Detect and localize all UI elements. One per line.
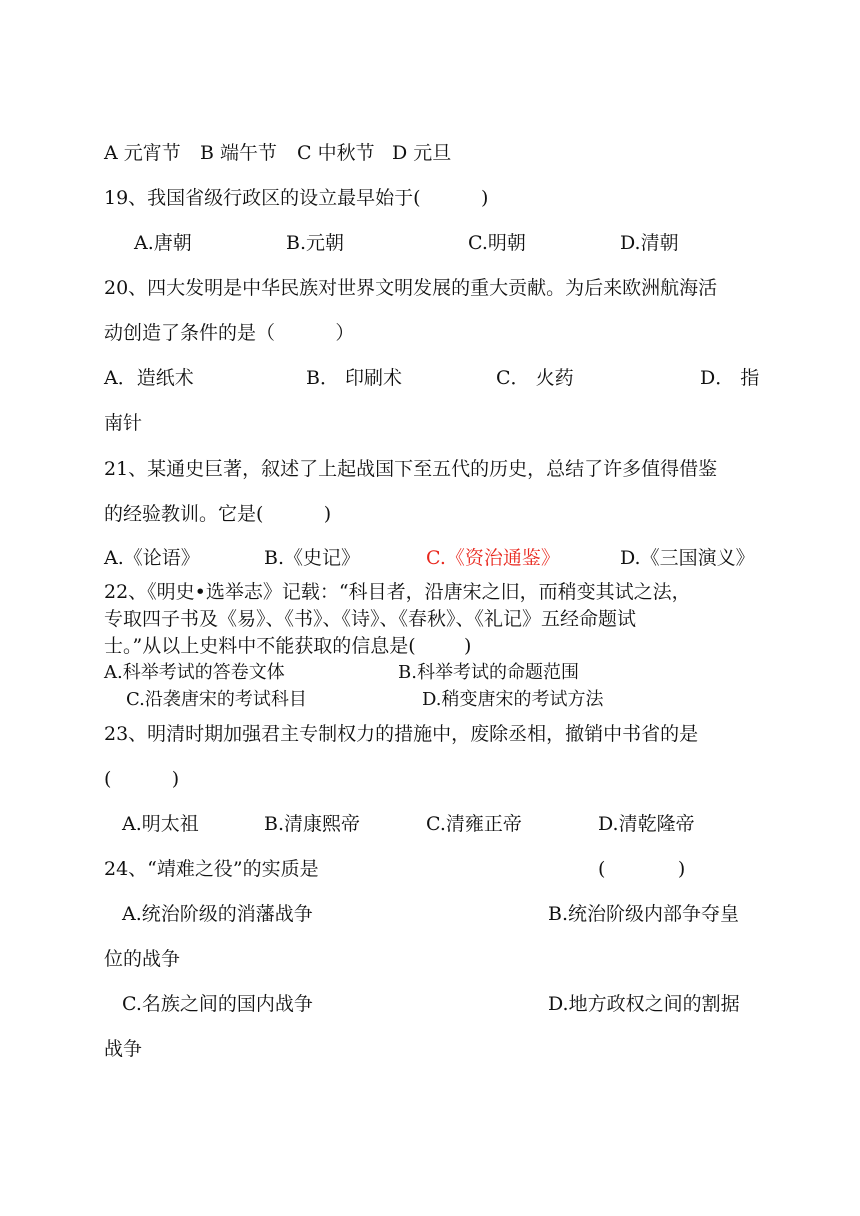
option-c: C.清雍正帝 — [426, 813, 522, 835]
question-24-option-d-cont — [0, 1036, 860, 1066]
question-24 — [0, 856, 860, 886]
question-21-options — [0, 545, 860, 575]
option-c: C.沿袭唐宋的考试科目 — [126, 689, 307, 710]
question-23-line-2 — [0, 766, 860, 796]
question-22-options-row-2 — [0, 687, 860, 717]
question-20-options — [0, 365, 860, 395]
question-stem-line-1: 23、明清时期加强君主专制权力的措施中，废除丞相，撤销中书省的是 — [104, 723, 699, 745]
option-b: B.统治阶级内部争夺皇 — [548, 903, 740, 925]
question-stem-line-2: ( ) — [104, 768, 180, 790]
option-c: C． 火药 — [496, 367, 574, 389]
question-23 — [0, 721, 860, 751]
option-d: D.稍变唐宋的考试方法 — [422, 689, 604, 710]
option-d: D． 指 — [700, 367, 760, 389]
question-21 — [0, 456, 860, 486]
question-23-options — [0, 811, 860, 841]
option-a: A.《论语》 — [104, 547, 200, 569]
option-b: B． 印刷术 — [306, 367, 403, 389]
options-line — [0, 140, 860, 170]
question-stem-line-2: 的经验教训。它是( ) — [104, 503, 332, 525]
option-a: A.统治阶级的消藩战争 — [122, 903, 313, 925]
question-24-options-row-1 — [0, 901, 860, 931]
option-a: A.唐朝 — [134, 232, 192, 254]
question-20 — [0, 275, 860, 305]
option-c: C.名族之间的国内战争 — [122, 993, 313, 1015]
option-b-continuation: 位的战争 — [104, 948, 181, 970]
option-d: D.地方政权之间的割据 — [548, 993, 740, 1015]
option-a: A.明太祖 — [122, 813, 199, 835]
option-b: B.清康熙帝 — [264, 813, 361, 835]
option-d: D 元旦 — [392, 142, 452, 164]
option-d-continuation: 战争 — [104, 1038, 143, 1060]
option-d: D.《三国演义》 — [620, 547, 755, 569]
option-c: C 中秋节 — [297, 142, 375, 164]
question-22-options-row-1 — [0, 660, 860, 690]
option-b: B.科举考试的命题范围 — [398, 662, 579, 683]
question-24-options-row-2 — [0, 991, 860, 1021]
question-22-line-2 — [0, 606, 860, 636]
option-d-continuation: 南针 — [104, 412, 143, 434]
question-stem-line-1: 20、四大发明是中华民族对世界文明发展的重大贡献。为后来欧洲航海活 — [104, 277, 718, 299]
question-stem-line-1: 22、《明史•选举志》记载：“科目者，沿唐宋之旧，而稍变其试之法， — [104, 581, 691, 603]
question-stem: 24、“靖难之役”的实质是 — [104, 858, 319, 880]
option-d: D.清乾隆帝 — [598, 813, 695, 835]
question-19 — [0, 185, 860, 215]
option-d: D.清朝 — [620, 232, 679, 254]
option-a: A.科举考试的答卷文体 — [104, 662, 285, 683]
question-22 — [0, 579, 860, 609]
answer-blank: ( ) — [598, 858, 686, 880]
option-b: B 端午节 — [200, 142, 278, 164]
question-20-option-d-cont — [0, 410, 860, 440]
option-a: A 元宵节 — [104, 142, 181, 164]
option-c: C.明朝 — [468, 232, 526, 254]
question-21-line-2 — [0, 501, 860, 531]
option-b: B.《史记》 — [264, 547, 361, 569]
question-24-option-b-cont — [0, 946, 860, 976]
question-stem-line-1: 21、某通史巨著，叙述了上起战国下至五代的历史，总结了许多值得借鉴 — [104, 458, 718, 480]
question-stem-line-2: 动创造了条件的是（ ） — [104, 322, 355, 344]
question-stem-line-2: 专取四子书及《易》、《书》、《诗》、《春秋》、《礼记》五经命题试 — [104, 608, 637, 630]
question-22-line-3 — [0, 633, 860, 663]
question-19-options — [0, 230, 860, 260]
question-stem: 19、我国省级行政区的设立最早始于( ) — [104, 187, 489, 209]
option-b: B.元朝 — [286, 232, 345, 254]
question-stem-line-3: 士。”从以上史料中不能获取的信息是( ) — [104, 635, 472, 657]
option-a: A．造纸术 — [104, 367, 194, 389]
question-20-line-2 — [0, 320, 860, 350]
option-c-answer: C.《资治通鉴》 — [426, 547, 560, 569]
